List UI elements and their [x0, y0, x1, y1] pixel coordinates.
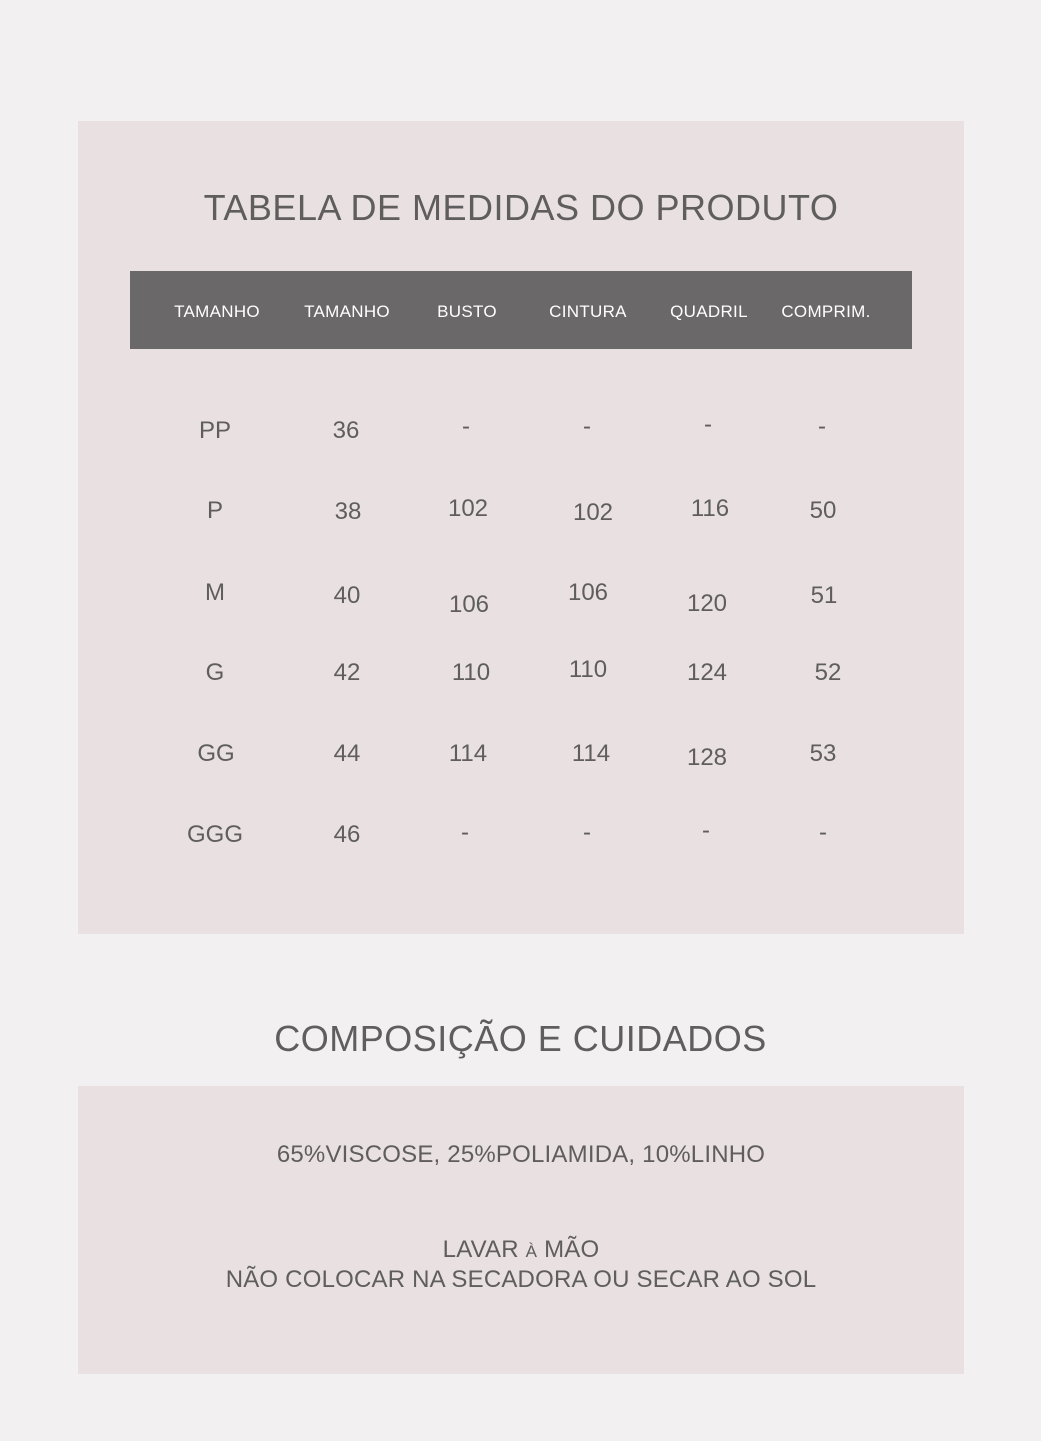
composition-panel: [78, 1086, 964, 1374]
table-cell: 120: [686, 590, 728, 617]
column-header-size-number: TAMANHO: [304, 302, 390, 321]
table-cell: -: [818, 413, 826, 440]
column-header-waist: CINTURA: [549, 302, 627, 321]
fabric-composition: 65%VISCOSE, 25%POLIAMIDA, 10%LINHO: [276, 1141, 766, 1168]
table-cell: -: [702, 817, 710, 844]
table-cell: 106: [567, 579, 609, 606]
table-cell: 114: [571, 740, 611, 767]
table-cell: P: [206, 497, 224, 524]
table-cell: GGG: [186, 821, 244, 848]
table-cell: 102: [447, 495, 489, 522]
care-wash-text-b: À: [525, 1242, 538, 1261]
care-wash-text-a: LAVAR: [442, 1236, 526, 1263]
size-table-panel: [78, 121, 964, 934]
table-cell: 44: [333, 740, 361, 767]
table-cell: 42: [333, 659, 361, 686]
column-header-length: COMPRIM.: [781, 302, 871, 321]
table-cell: 53: [809, 740, 837, 767]
table-cell: 46: [333, 821, 361, 848]
table-cell: PP: [198, 417, 232, 444]
size-table-title: TABELA DE MEDIDAS DO PRODUTO: [203, 187, 839, 228]
table-cell: G: [205, 659, 225, 686]
care-instruction-dry: NÃO COLOCAR NA SECADORA OU SECAR AO SOL: [225, 1266, 817, 1293]
table-cell: GG: [197, 740, 235, 767]
column-header-bust: BUSTO: [437, 302, 497, 321]
table-header: [130, 271, 912, 349]
table-cell: 110: [568, 656, 608, 683]
table-cell: M: [205, 579, 225, 606]
table-cell: 38: [334, 498, 362, 525]
table-cell: 110: [451, 659, 491, 686]
table-cell: 106: [448, 591, 490, 618]
table-cell: -: [583, 413, 591, 440]
table-cell: -: [704, 411, 712, 438]
care-wash-text-c: MÃO: [537, 1236, 600, 1263]
table-cell: -: [461, 819, 469, 846]
column-header-size-letter: TAMANHO: [174, 302, 260, 321]
care-instruction-wash: [78, 1235, 964, 1267]
table-cell: 40: [333, 582, 361, 609]
table-cell: 114: [448, 740, 488, 767]
table-cell: 36: [332, 417, 360, 444]
table-cell: -: [462, 413, 470, 440]
table-cell: -: [819, 819, 827, 846]
table-cell: 50: [809, 497, 837, 524]
table-cell: 52: [814, 659, 842, 686]
table-cell: 102: [572, 499, 614, 526]
table-cell: -: [583, 819, 591, 846]
table-cell: 116: [690, 495, 730, 522]
table-cell: 51: [810, 582, 838, 609]
table-cell: 128: [686, 744, 728, 771]
composition-title: COMPOSIÇÃO E CUIDADOS: [274, 1018, 767, 1059]
column-header-hip: QUADRIL: [670, 302, 748, 321]
table-cell: 124: [686, 659, 728, 686]
